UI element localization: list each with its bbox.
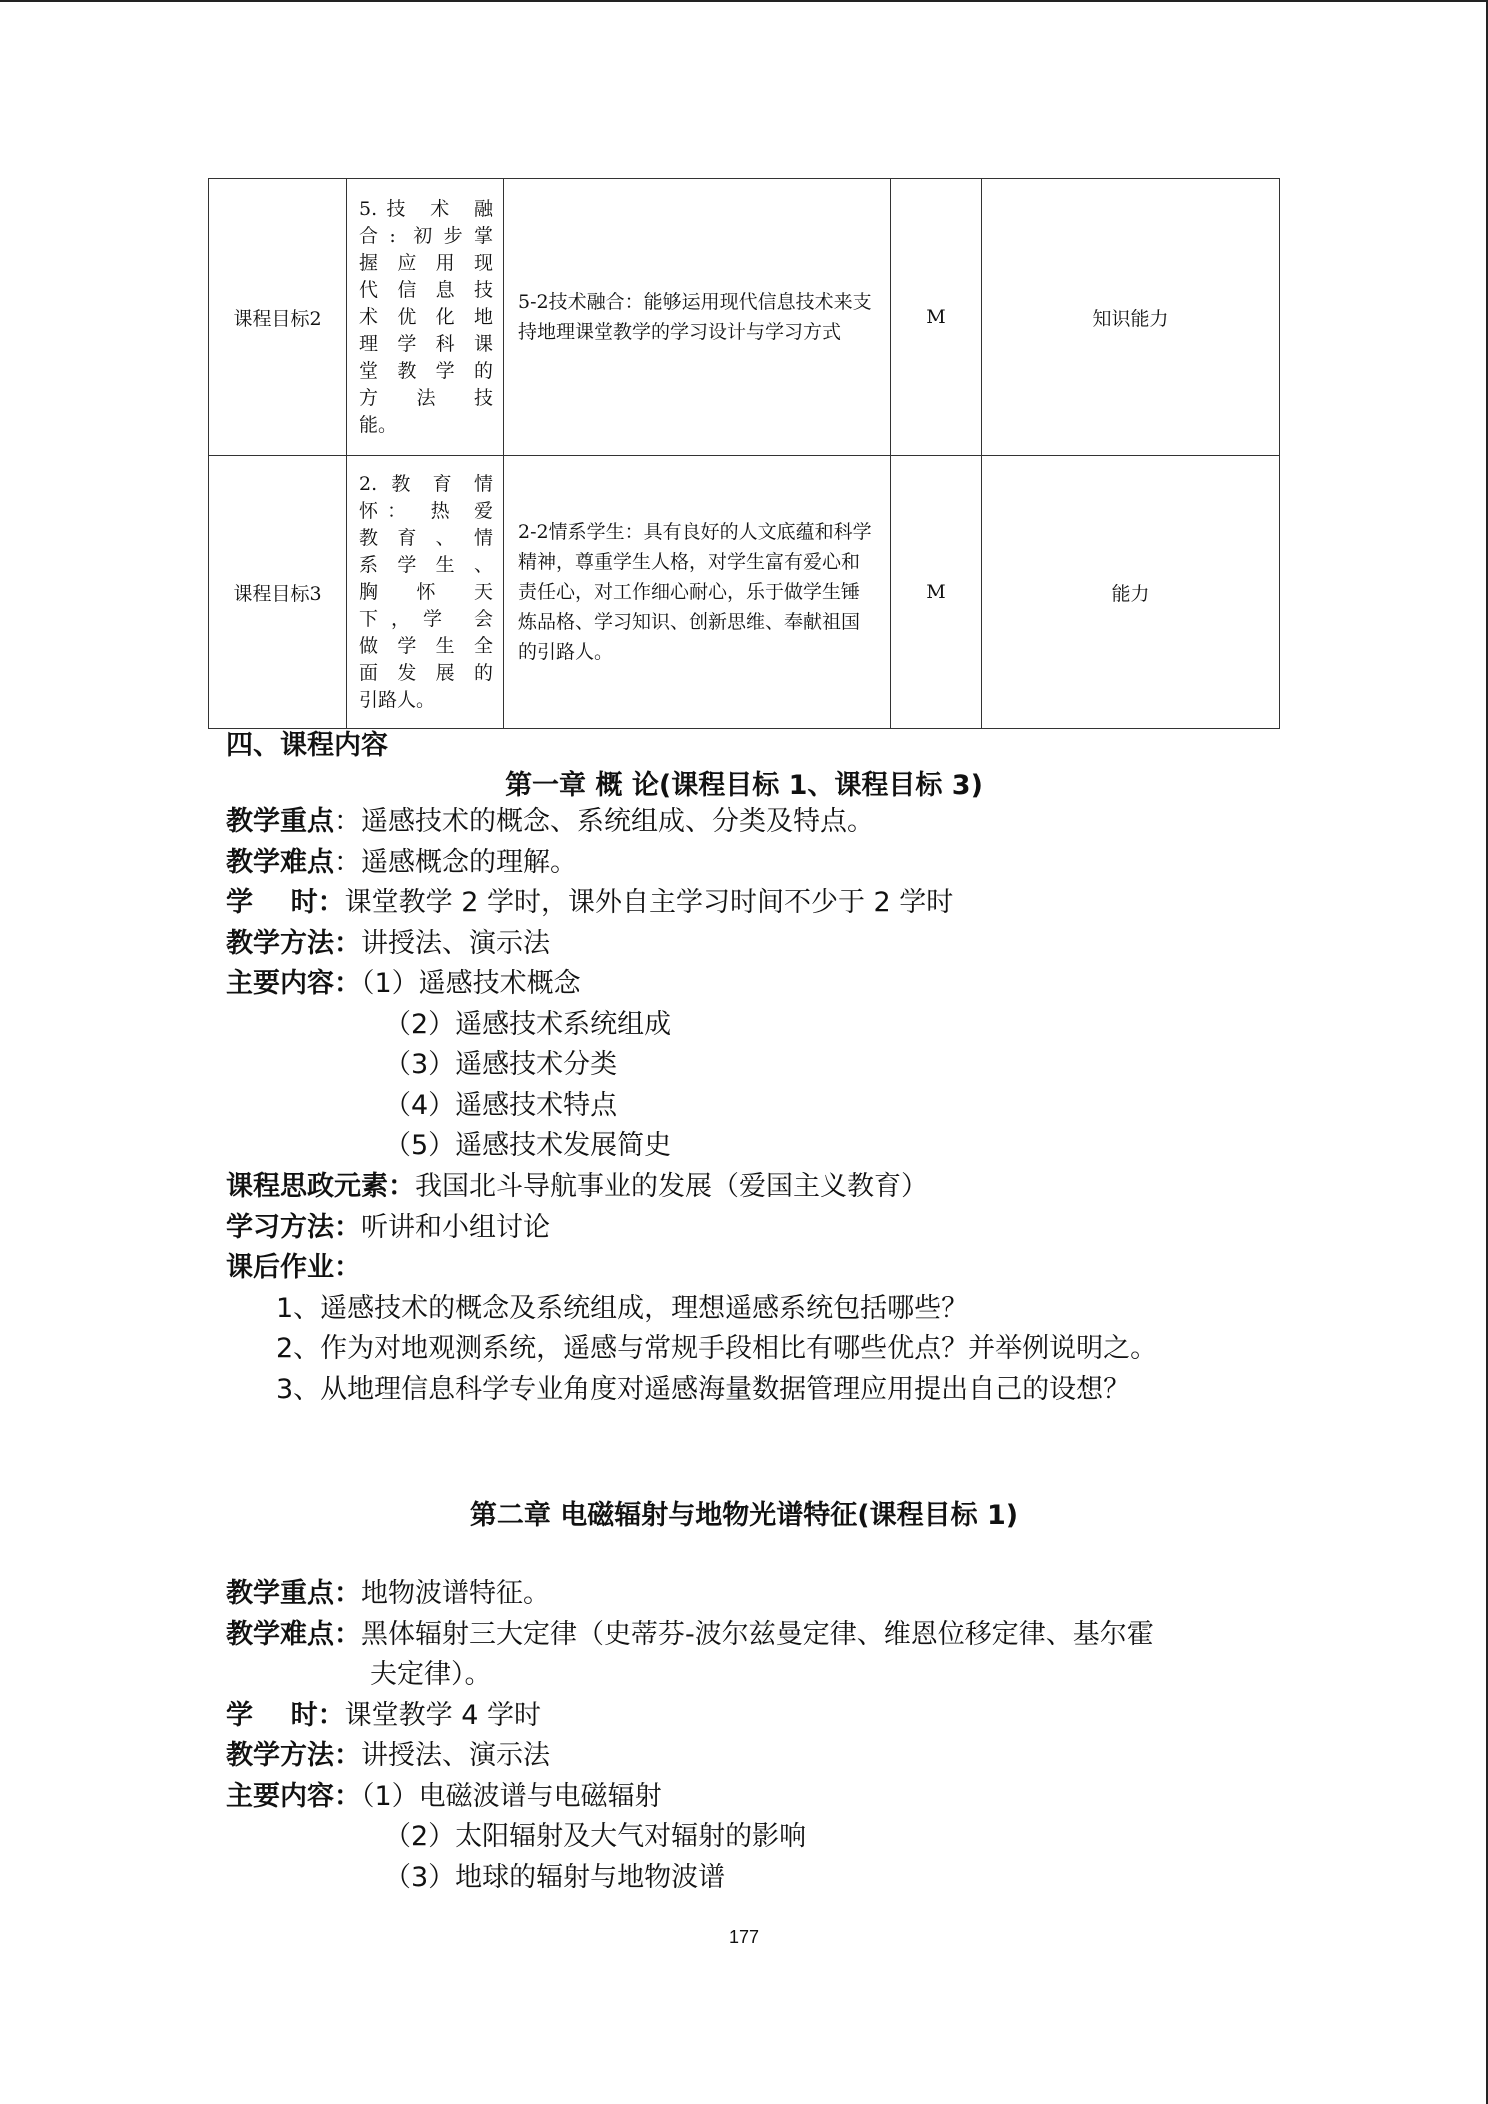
homework-item: 2、作为对地观测系统，遥感与常规手段相比有哪些优点？并举例说明之。: [276, 1333, 1158, 1364]
label: 课程思政元素：: [226, 1171, 415, 1202]
page-top-border: [0, 0, 1488, 2]
value: ：遥感概念的理解。: [334, 847, 577, 878]
ch1-ideology: [226, 1167, 928, 1207]
chapter1-title: 第一章 概 论(课程目标 1、课程目标 3): [505, 770, 983, 801]
ch2-focus: [226, 1574, 550, 1614]
grad-line: 合: 初步掌: [359, 224, 493, 247]
support-level-cell: M: [891, 456, 982, 729]
grad-line: 方 法 技: [359, 386, 493, 409]
grad-line: 面 发 展 的: [359, 661, 493, 684]
ch1-content: [226, 964, 581, 1004]
value: 听讲和小组讨论: [361, 1212, 550, 1243]
value: 黑体辐射三大定律（史蒂芬-波尔兹曼定律、维恩位移定律、基尔霍: [361, 1619, 1154, 1650]
objective-cell: 知识能力: [982, 179, 1280, 456]
label: 主要内容：: [226, 1781, 361, 1812]
homework-item: 3、从地理信息科学专业角度对遥感海量数据管理应用提出自己的设想？: [276, 1374, 1131, 1405]
label: 教学难点: [226, 847, 334, 878]
page-number: 177: [728, 1927, 760, 1947]
value: 我国北斗导航事业的发展（爱国主义教育）: [415, 1171, 928, 1202]
ch1-homework-label: 课后作业：: [226, 1252, 361, 1283]
value: 讲授法、演示法: [361, 1740, 550, 1771]
objective-cell: 能力: [982, 456, 1280, 729]
list-item: （3）地球的辐射与地物波谱: [384, 1862, 726, 1893]
grad-line: 怀： 热 爱: [359, 499, 493, 522]
grad-line: 下，学 会: [359, 607, 493, 630]
label: 教学难点：: [226, 1619, 361, 1650]
label: 学 时：: [226, 1700, 345, 1731]
list-item: （2）遥感技术系统组成: [384, 1009, 672, 1040]
list-item: （4）遥感技术特点: [384, 1090, 618, 1121]
value: 地物波谱特征。: [361, 1578, 550, 1609]
label: 教学方法：: [226, 1740, 361, 1771]
label: 教学重点: [226, 806, 334, 837]
course-goals-table: [208, 178, 1280, 729]
grad-line: 胸 怀 天: [359, 580, 493, 603]
value: 课堂教学 4 学时: [344, 1700, 541, 1731]
ch2-content: [226, 1777, 662, 1817]
grad-line: 代 信 息 技: [359, 278, 493, 301]
grad-line: 做 学 生 全: [359, 634, 493, 657]
ch1-study: [226, 1208, 550, 1248]
grad-line: 2. 教 育 情: [359, 472, 493, 495]
graduation-requirement-cell: [347, 179, 504, 456]
grad-line: 引路人。: [359, 688, 436, 711]
label: 主要内容：: [226, 968, 361, 999]
ch1-method: [226, 924, 550, 964]
label: 学习方法：: [226, 1212, 361, 1243]
grad-line: 能。: [359, 413, 398, 436]
table-row: [209, 456, 1280, 729]
ch1-hours: [226, 883, 953, 923]
table-row: [209, 179, 1280, 456]
list-item: （3）遥感技术分类: [384, 1049, 618, 1080]
indicator-cell: 5-2技术融合：能够运用现代信息技术来支持地理课堂教学的学习设计与学习方式: [504, 179, 891, 456]
section-title: 四、课程内容: [226, 730, 388, 761]
ch2-difficulty-cont: 夫定律）。: [370, 1659, 492, 1690]
list-item: （1）遥感技术概念: [361, 968, 581, 999]
list-item: （5）遥感技术发展简史: [384, 1130, 672, 1161]
grad-line: 术 优 化 地: [359, 305, 493, 328]
graduation-requirement-cell: [347, 456, 504, 729]
label: 教学方法：: [226, 928, 361, 959]
grad-line: 握 应 用 现: [359, 251, 493, 274]
value: ：遥感技术的概念、系统组成、分类及特点。: [334, 806, 874, 837]
chapter2-title: 第二章 电磁辐射与地物光谱特征(课程目标 1): [469, 1500, 1019, 1531]
list-item: （2）太阳辐射及大气对辐射的影响: [384, 1821, 807, 1852]
ch2-method: [226, 1736, 550, 1776]
grad-line: 教 育 、 情: [359, 526, 493, 549]
homework-item: 1、遥感技术的概念及系统组成，理想遥感系统包括哪些？: [276, 1293, 969, 1324]
grad-line: 5.技 术 融: [359, 197, 493, 220]
support-level-cell: M: [891, 179, 982, 456]
goal-cell: 课程目标3: [209, 456, 347, 729]
value: 课堂教学 2 学时，课外自主学习时间不少于 2 学时: [344, 887, 954, 918]
label: 教学重点：: [226, 1578, 361, 1609]
grad-line: 系 学 生 、: [359, 553, 493, 576]
grad-line: 理 学 科 课: [359, 332, 493, 355]
indicator-cell: 2-2情系学生：具有良好的人文底蕴和科学精神，尊重学生人格，对学生富有爱心和责任心，对工作细心耐心，乐于做学生锤炼品格、学习知识、创新思维、奉献祖国的引路人。: [504, 456, 891, 729]
label: 学 时：: [226, 887, 345, 918]
ch2-difficulty: [226, 1615, 1154, 1655]
ch1-focus: [226, 802, 874, 842]
list-item: （1）电磁波谱与电磁辐射: [361, 1781, 662, 1812]
goal-cell: 课程目标2: [209, 179, 347, 456]
ch2-hours: [226, 1696, 541, 1736]
value: 讲授法、演示法: [361, 928, 550, 959]
ch1-difficulty: [226, 843, 577, 883]
grad-line: 堂 教 学 的: [359, 359, 493, 382]
